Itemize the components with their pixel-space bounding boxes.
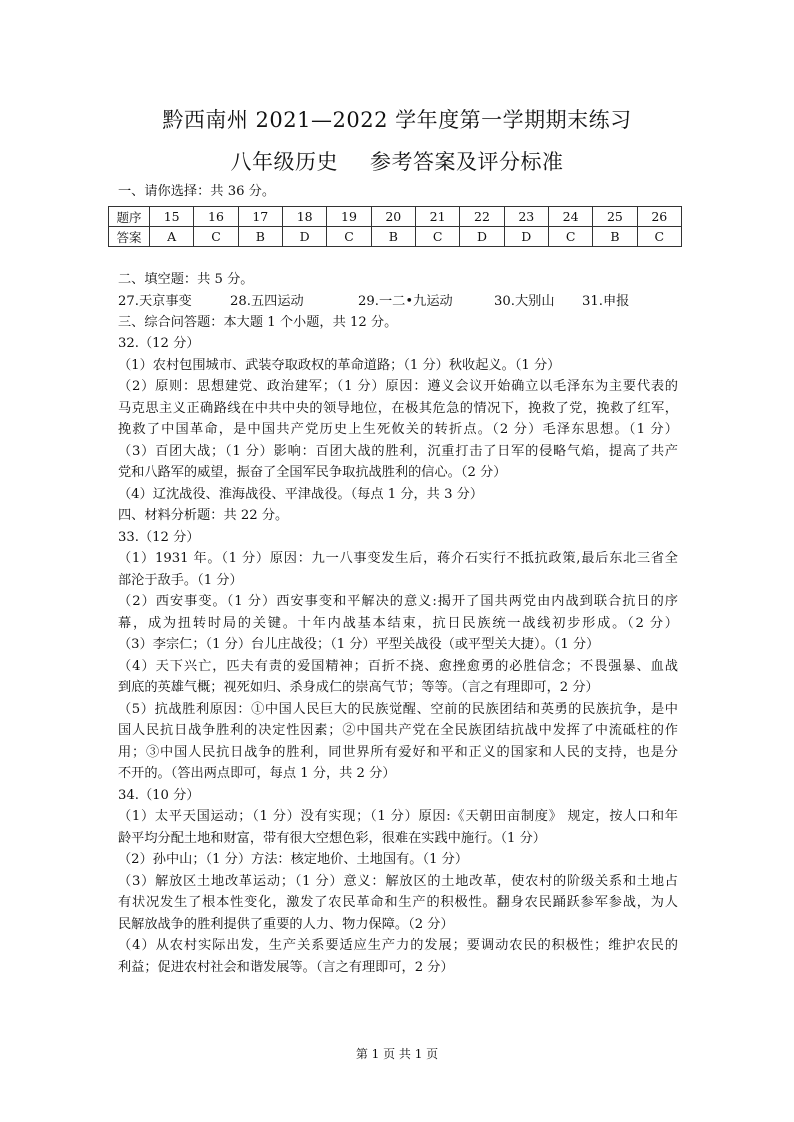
table-cell: 17 [238, 207, 282, 227]
table-cell: 22 [460, 207, 504, 227]
answer-line: 挽救了中国革命，是中国共产党历史上生死攸关的转折点。（2 分）毛泽东思想。（1 分） [118, 422, 678, 437]
answer-line: 不开的。（答出两点即可，每点 1 分，共 2 分） [118, 766, 396, 781]
table-cell: B [593, 227, 637, 247]
fill-answers [118, 291, 678, 313]
answer-line: 用；③中国人民抗日战争的胜利，同世界所有爱好和平和正义的国家和人民的支持，也是分 [118, 744, 678, 760]
section-fill-heading: 二、填空题：共 5 分。 [118, 272, 254, 287]
answer-line: （3）解放区土地改革运动；（1 分）意义：解放区的土地改革，使农村的阶级关系和土地占 [118, 873, 678, 889]
answer-line: 34.（10 分） [118, 787, 200, 803]
table-cell: C [415, 227, 459, 247]
answer-line: 到底的英雄气概；视死如归、杀身成仁的崇高气节；等等。（言之有理即可，2 分） [118, 680, 599, 695]
section-fill-block [118, 269, 678, 334]
answer-line: （5）抗战胜利原因：①中国人民巨大的民族觉醒、空前的民族团结和英勇的民族抗争，是中 [118, 701, 678, 717]
answer-line: 国人民抗日战争胜利的决定性因素；②中国共产党在全民族团结抗战中发挥了中流砥柱的作 [118, 723, 678, 738]
answer-line: 部沦于敌手。（1 分） [118, 572, 243, 588]
answer-line: （3）李宗仁；（1 分）台儿庄战役；（1 分）平型关战役（或平型关大捷）。（1 分） [118, 637, 600, 652]
document-title: 黔西南州 2021—2022 学年度第一学期期末练习 [162, 108, 632, 132]
table-cell: C [637, 227, 681, 247]
answer-table [108, 206, 682, 247]
table-cell: C [548, 227, 592, 247]
table-cell: A [150, 227, 194, 247]
table-header-answer: 答案 [109, 227, 150, 247]
table-cell: D [504, 227, 548, 247]
answer-line: 32.（12 分） [118, 336, 200, 351]
table-cell: D [282, 227, 326, 247]
table-cell: 24 [548, 207, 592, 227]
table-cell: B [238, 227, 282, 247]
fill-answer: 27.天京事变 [118, 293, 192, 309]
answer-line: （2）孙中山；（1 分）方法：核定地价、土地国有。（1 分） [118, 852, 469, 867]
table-header-number: 题序 [109, 207, 150, 227]
answer-line: 党和八路军的威望，振奋了全国军民争取抗战胜利的信心。（2 分） [118, 465, 507, 480]
answer-line: 四、材料分析题：共 22 分。 [118, 508, 289, 523]
answer-line: （4）天下兴亡，匹夫有责的爱国精神；百折不挠、愈挫愈勇的必胜信念；不畏强暴、血战 [118, 658, 678, 674]
answer-line: 利益；促进农村社会和谐发展等。（言之有理即可，2 分） [118, 959, 454, 975]
subtitle-grade-subject: 八年级历史 [230, 150, 338, 174]
answer-line: （2）原则：思想建党、政治建军；（1 分）原因：遵义会议开始确立以毛泽东为主要代表的 [118, 379, 678, 394]
table-cell: 16 [194, 207, 238, 227]
answer-line: （1）1931 年。（1 分）原因：九一八事变发生后，蒋介石实行不抵抗政策,最后东北三省全 [118, 551, 678, 566]
section-choice-heading: 一、请你选择：共 36 分。 [118, 184, 276, 199]
table-row-answers [109, 227, 682, 247]
answer-line: 33.（12 分） [118, 529, 200, 545]
table-row-numbers [109, 207, 682, 227]
table-cell: C [327, 227, 371, 247]
section-essay-heading: 三、综合问答题：本大题 1 个小题，共 12 分。 [118, 315, 398, 330]
table-cell: B [371, 227, 415, 247]
fill-answer: 29.一二•九运动 [358, 293, 453, 309]
answer-line: （1）农村包围城市、武装夺取政权的革命道路；（1 分）秋收起义。（1 分） [118, 357, 561, 373]
document-subtitle [0, 146, 794, 176]
answer-line: 马克思主义正确路线在中共中央的领导地位，在极其危急的情况下，挽救了党，挽救了红军， [118, 400, 678, 416]
page-footer: 第 1 页 共 1 页 [355, 1047, 439, 1061]
subtitle-answer-key: 参考答案及评分标准 [370, 150, 564, 174]
table-cell: 26 [637, 207, 681, 227]
fill-answer: 28.五四运动 [230, 293, 304, 309]
table-cell: 20 [371, 207, 415, 227]
table-cell: 23 [504, 207, 548, 227]
answer-line: （3）百团大战；（1 分）影响：百团大战的胜利，沉重打击了日军的侵略气焰，提高了共产 [118, 443, 678, 459]
answer-line: 有状况发生了根本性变化，激发了农民革命和生产的积极性。翻身农民踊跃参军参战，为人 [118, 895, 678, 910]
answer-line: （4）从农村实际出发，生产关系要适应生产力的发展；要调动农民的积极性；维护农民的 [118, 938, 678, 953]
table-cell: 19 [327, 207, 371, 227]
fill-answer: 30.大别山 [494, 293, 555, 309]
table-cell: D [460, 227, 504, 247]
answer-line: 民解放战争的胜利提供了重要的人力、物力保障。（2 分） [118, 916, 454, 932]
answer-line: （1）太平天国运动；（1 分）没有实现；（1 分）原因:《天朝田亩制度》 规定，按人口和年 [118, 809, 678, 824]
table-cell: C [194, 227, 238, 247]
answer-body [118, 333, 678, 978]
answer-line: （2）西安事变。（1 分）西安事变和平解决的意义:揭开了国共两党由内战到联合抗日的序 [118, 594, 678, 609]
table-cell: 18 [282, 207, 326, 227]
answer-line: 龄平均分配土地和财富，带有很大空想色彩，很难在实践中施行。（1 分） [118, 830, 546, 846]
answer-line: （4）辽沈战役、淮海战役、平津战役。（每点 1 分，共 3 分） [118, 486, 484, 502]
answer-line: 幕，成为扭转时局的关键。十年内战基本结束，抗日民族统一战线初步形成。（2 分） [118, 615, 678, 631]
table-cell: 21 [415, 207, 459, 227]
table-cell: 15 [150, 207, 194, 227]
fill-answer: 31.申报 [582, 293, 630, 309]
table-cell: 25 [593, 207, 637, 227]
